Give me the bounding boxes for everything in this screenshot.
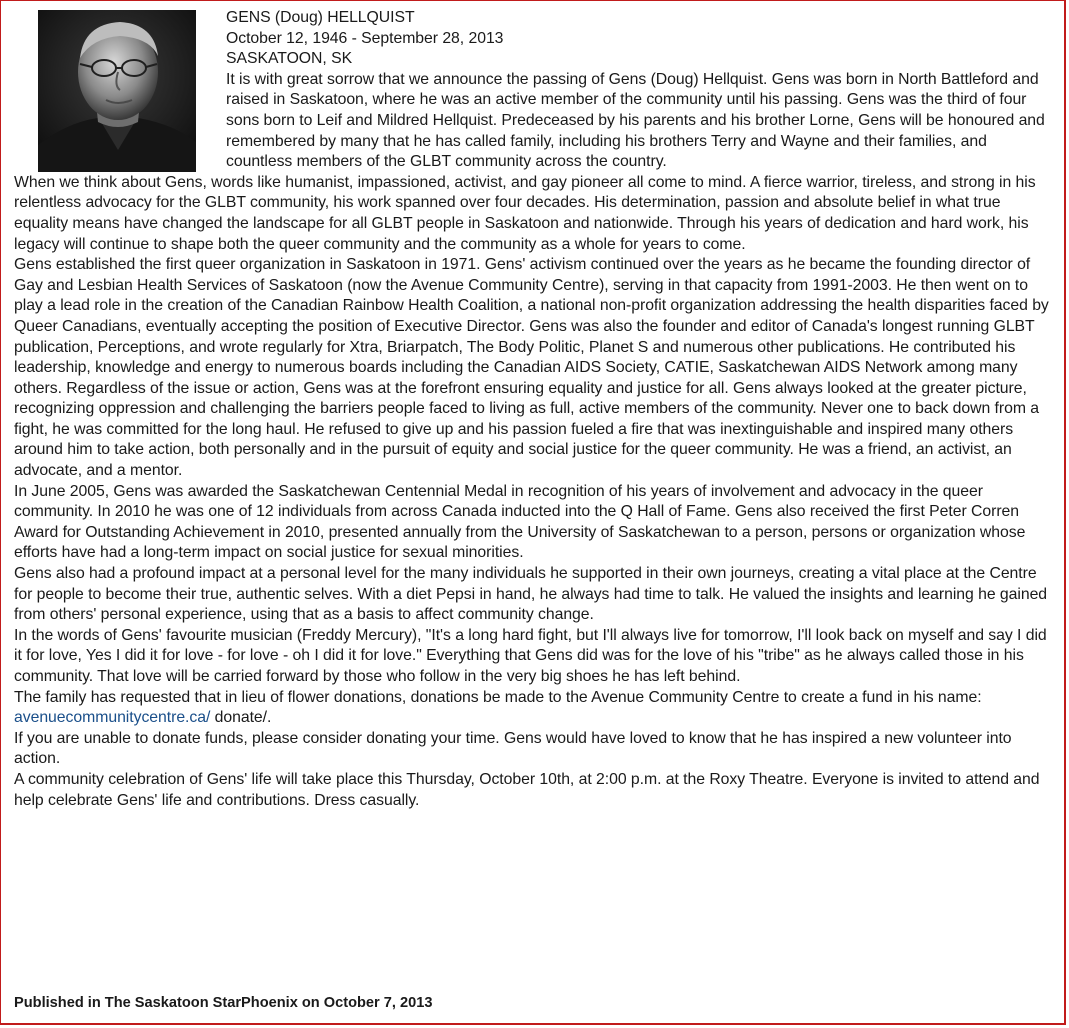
donation-text: The family has requested that in lieu of flower donations, donations be made to the Avenue Community Centre to create a fund in his name: [14, 688, 982, 706]
obituary-location: SASKATOON, SK [226, 50, 353, 68]
obituary-content [14, 8, 1054, 811]
obituary-name: GENS (Doug) HELLQUIST [226, 9, 415, 26]
donation-paragraph [14, 688, 1054, 729]
obituary-paragraph: It is with great sorrow that we announce the passing of Gens (Doug) Hellquist. Gens was born in North Battleford and raised in Saskatoon, where he was an active member of the community until his passing. Gens was the third of four sons born to Leif and Mildred Hellquist. Predeceased by his parents and his brother Lorne, Gens will be honoured and remembered by many that he has called family, including his brothers Terry and Wayne and their families, and countless members of the GLBT community across the country. [226, 70, 1045, 171]
obituary-paragraph: Gens also had a profound impact at a personal level for the many individuals he supported in their own journeys, creating a vital place at the Centre for people to become their true, authentic selves. With a diet Pepsi in hand, he always had time to talk. He valued the insights and learning he gained from others' personal experience, using that as a basis to affect community change. [14, 565, 1048, 624]
obituary-paragraph: In June 2005, Gens was awarded the Saskatchewan Centennial Medal in recognition of his years of involvement and advocacy in the queer community. In 2010 he was one of 12 individuals from across Canada inducted into the Q Hall of Fame. Gens also received the first Peter Corren Award for Outstanding Achievement in 2010, presented annually from the University of Saskatchewan to a person, persons or organization whose efforts have had a long-term impact on social justice for sexual minorities. [14, 482, 1026, 562]
obituary-dates: October 12, 1946 - September 28, 2013 [226, 29, 504, 47]
portrait-photo-icon [38, 10, 196, 172]
donation-link[interactable]: avenuecommunitycentre.ca/ [14, 709, 211, 727]
donation-link-suffix: donate/. [210, 709, 272, 727]
closing-paragraph: If you are unable to donate funds, please consider donating your time. Gens would have loved to know that he has inspired a new volunteer into action. [14, 729, 1012, 768]
obituary-paragraph: Gens established the first queer organization in Saskatoon in 1971. Gens' activism continued over the years as he became the founding director of Gay and Lesbian Health Services of Saskatoon (now the Avenue Community Centre), serving in that capacity from 1991-2003. He then went on to play a lead role in the creation of the Canadian Rainbow Health Coalition, a national non-profit organization addressing the health disparities faced by Queer Canadians, eventually accepting the position of Executive Director. Gens was also the founder and editor of Canada's longest running GLBT publication, Perceptions, and wrote regularly for Xtra, Briarpatch, The Body Politic, Planet S and numerous other publications. He contributed his leadership, knowledge and energy to numerous boards including the Canadian AIDS Society, CATIE, Saskatchewan AIDS Network among many others. Regardless of the issue or action, Gens was at the forefront ensuring equality and justice for all. Gens always looked at the greater picture, recognizing oppression and challenging the barriers people faced to living as full, active members of the community. Never one to back down from a fight, he was committed for the long haul. He refused to give up and his passion fueled a fire that was inextinguishable and inspired many others around him to take action, both personally and in the pursuit of equity and social justice for the queer community. He was a friend, an activist, an advocate, and a mentor. [14, 256, 1049, 480]
obituary-paragraph: In the words of Gens' favourite musician (Freddy Mercury), "It's a long hard fight, but I'll always live for tomorrow, I'll look back on myself and say I did it for love, Yes I did it for love - for love - oh I did it for love." Everything that Gens did was for the love of his "tribe" as he always called those in his community. That love will be carried forward by those who follow in the very big shoes he has left behind. [14, 626, 1047, 685]
portrait-photo [38, 10, 196, 172]
publication-credit: Published in The Saskatoon StarPhoenix on October 7, 2013 [14, 995, 433, 1011]
closing-paragraph: A community celebration of Gens' life will take place this Thursday, October 10th, at 2:00 p.m. at the Roxy Theatre. Everyone is invited to attend and help celebrate Gens' life and contributions. Dress casually. [14, 770, 1040, 809]
obituary-paragraph: When we think about Gens, words like humanist, impassioned, activist, and gay pioneer all come to mind. A fierce warrior, tireless, and strong in his relentless advocacy for the GLBT community, his work spanned over four decades. His determination, passion and absolute belief in what true equality means have changed the landscape for all GLBT people in Saskatoon and nationwide. Through his years of dedication and hard work, his legacy will continue to shape both the queer community and the community as a whole for years to come. [14, 173, 1036, 253]
